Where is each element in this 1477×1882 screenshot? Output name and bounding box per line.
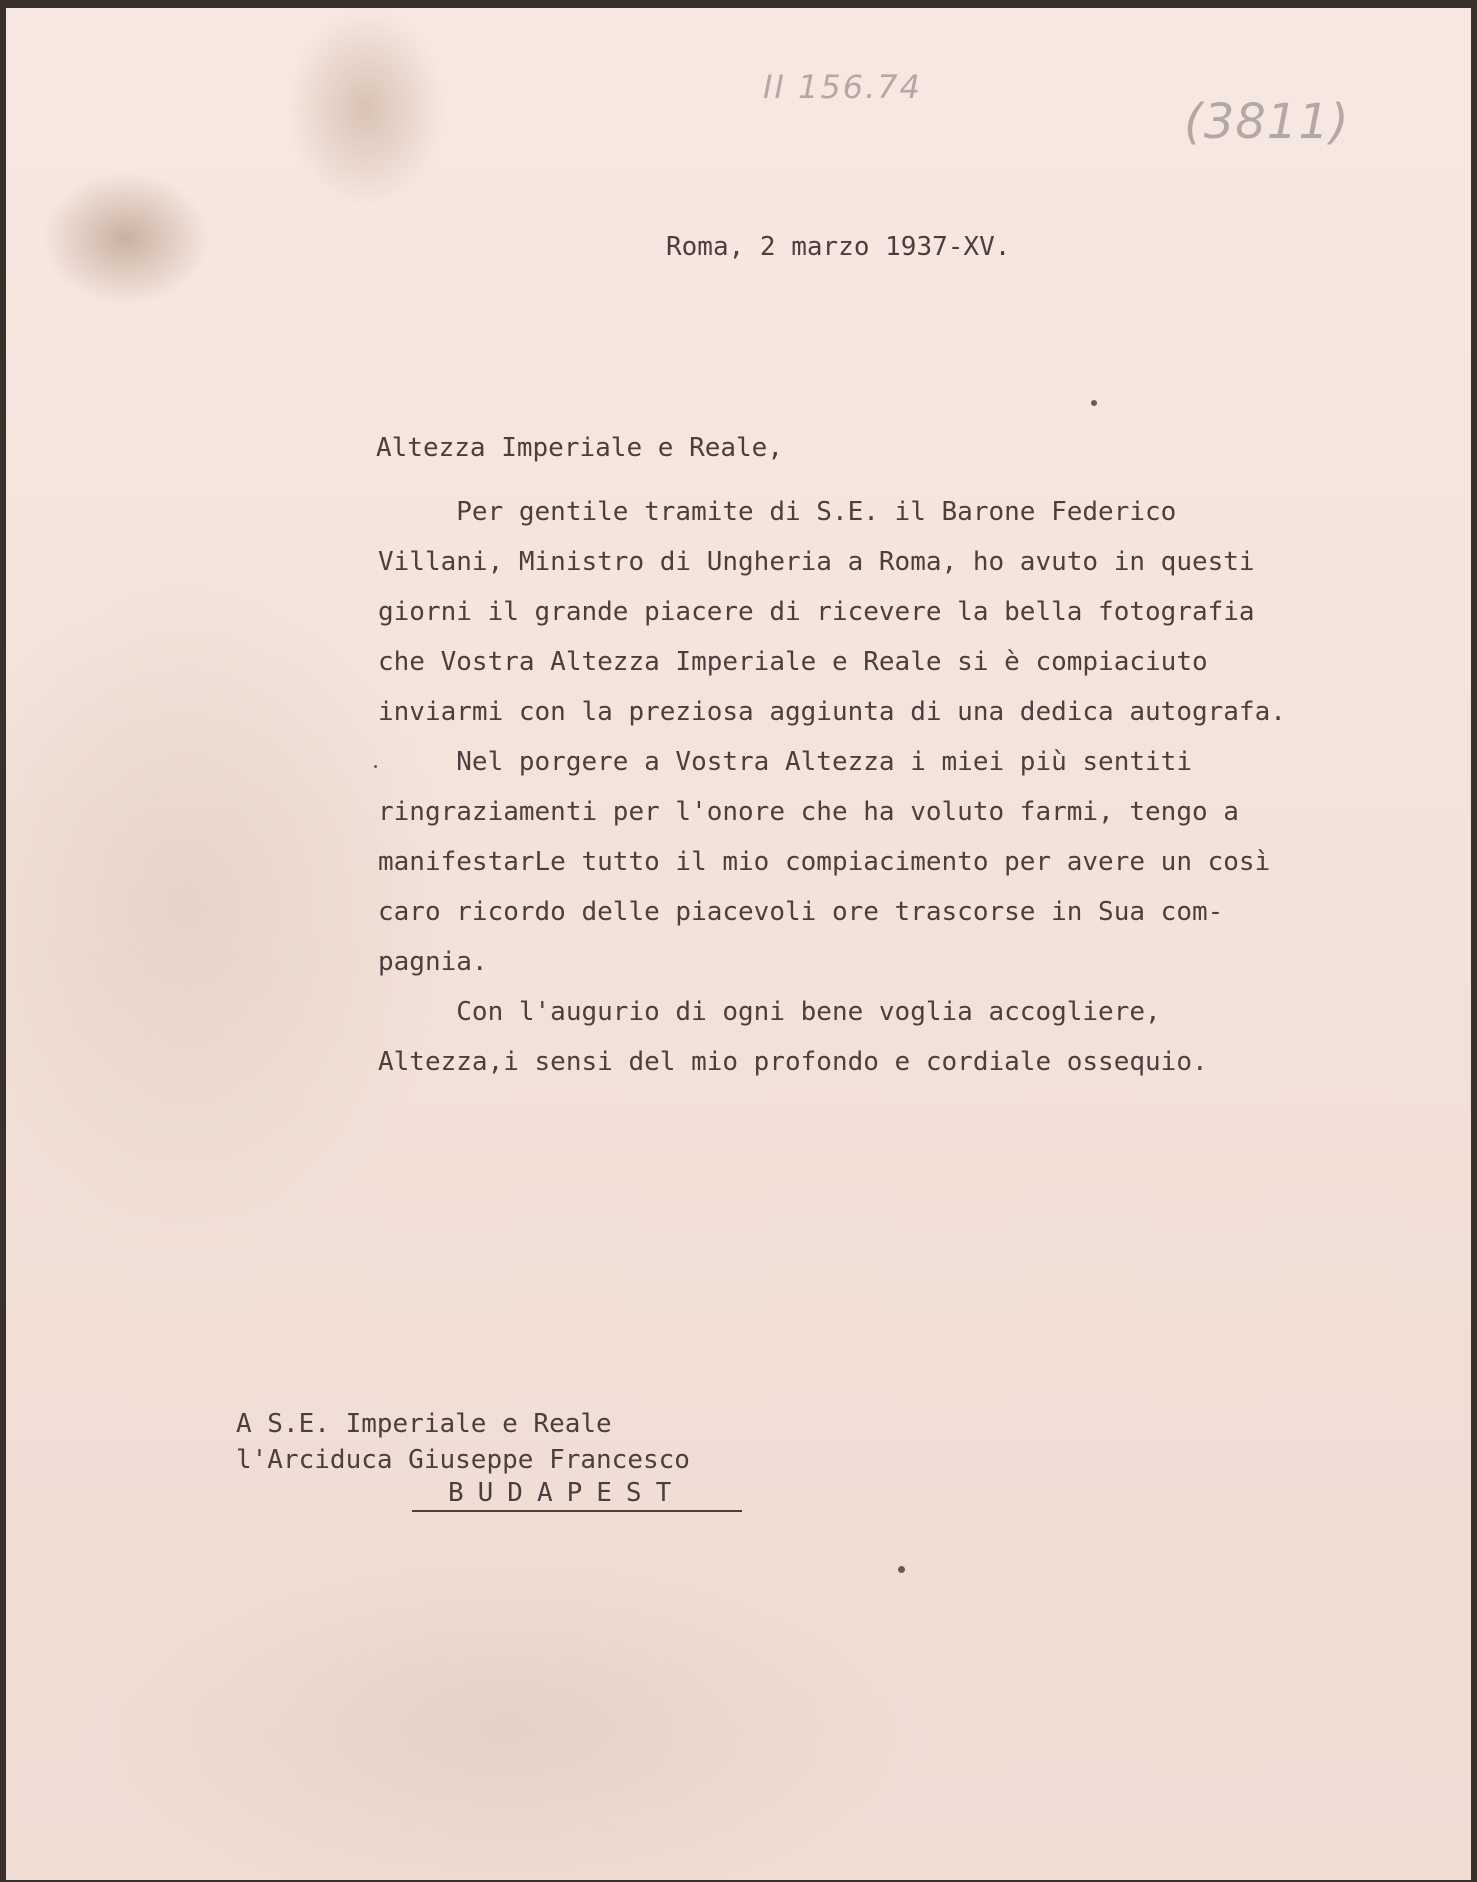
paper-speck <box>1091 400 1097 406</box>
body-line: giorni il grande piacere di ricevere la bella fotografia <box>378 597 1255 627</box>
body-line: manifestarLe tutto il mio compiacimento per avere un così <box>378 847 1271 877</box>
body-line: inviarmi con la preziosa aggiunta di una dedica autografa. <box>378 697 1286 727</box>
body-line: ringraziamenti per l'onore che ha voluto farmi, tengo a <box>378 797 1239 827</box>
body-line: Altezza,i sensi del mio profondo e cordiale ossequio. <box>378 1047 1208 1077</box>
archive-reference: II 156.74 <box>763 68 923 106</box>
paper-speck <box>898 1566 905 1573</box>
recipient-city: BUDAPEST <box>412 1476 742 1512</box>
body-line: Nel porgere a Vostra Altezza i miei più sentiti <box>378 747 1192 777</box>
paper-speck <box>374 765 377 768</box>
body-line: caro ricordo delle piacevoli ore trascorse in Sua com- <box>378 897 1224 927</box>
recipient-line: l'Arciduca Giuseppe Francesco <box>236 1445 690 1475</box>
body-line: Con l'augurio di ogni bene voglia accogliere, <box>378 997 1161 1027</box>
body-line: che Vostra Altezza Imperiale e Reale si è compiaciuto <box>378 647 1208 677</box>
body-line: pagnia. <box>378 947 488 977</box>
letter-date: Roma, 2 marzo 1937-XV. <box>666 232 1011 262</box>
body-line: Per gentile tramite di S.E. il Barone Federico <box>378 497 1177 527</box>
archive-number: (3811) <box>1184 94 1350 150</box>
recipient-line: A S.E. Imperiale e Reale <box>236 1409 612 1439</box>
salutation: Altezza Imperiale e Reale, <box>376 433 783 463</box>
letter-page <box>6 8 1471 1880</box>
body-line: Villani, Ministro di Ungheria a Roma, ho avuto in questi <box>378 547 1255 577</box>
